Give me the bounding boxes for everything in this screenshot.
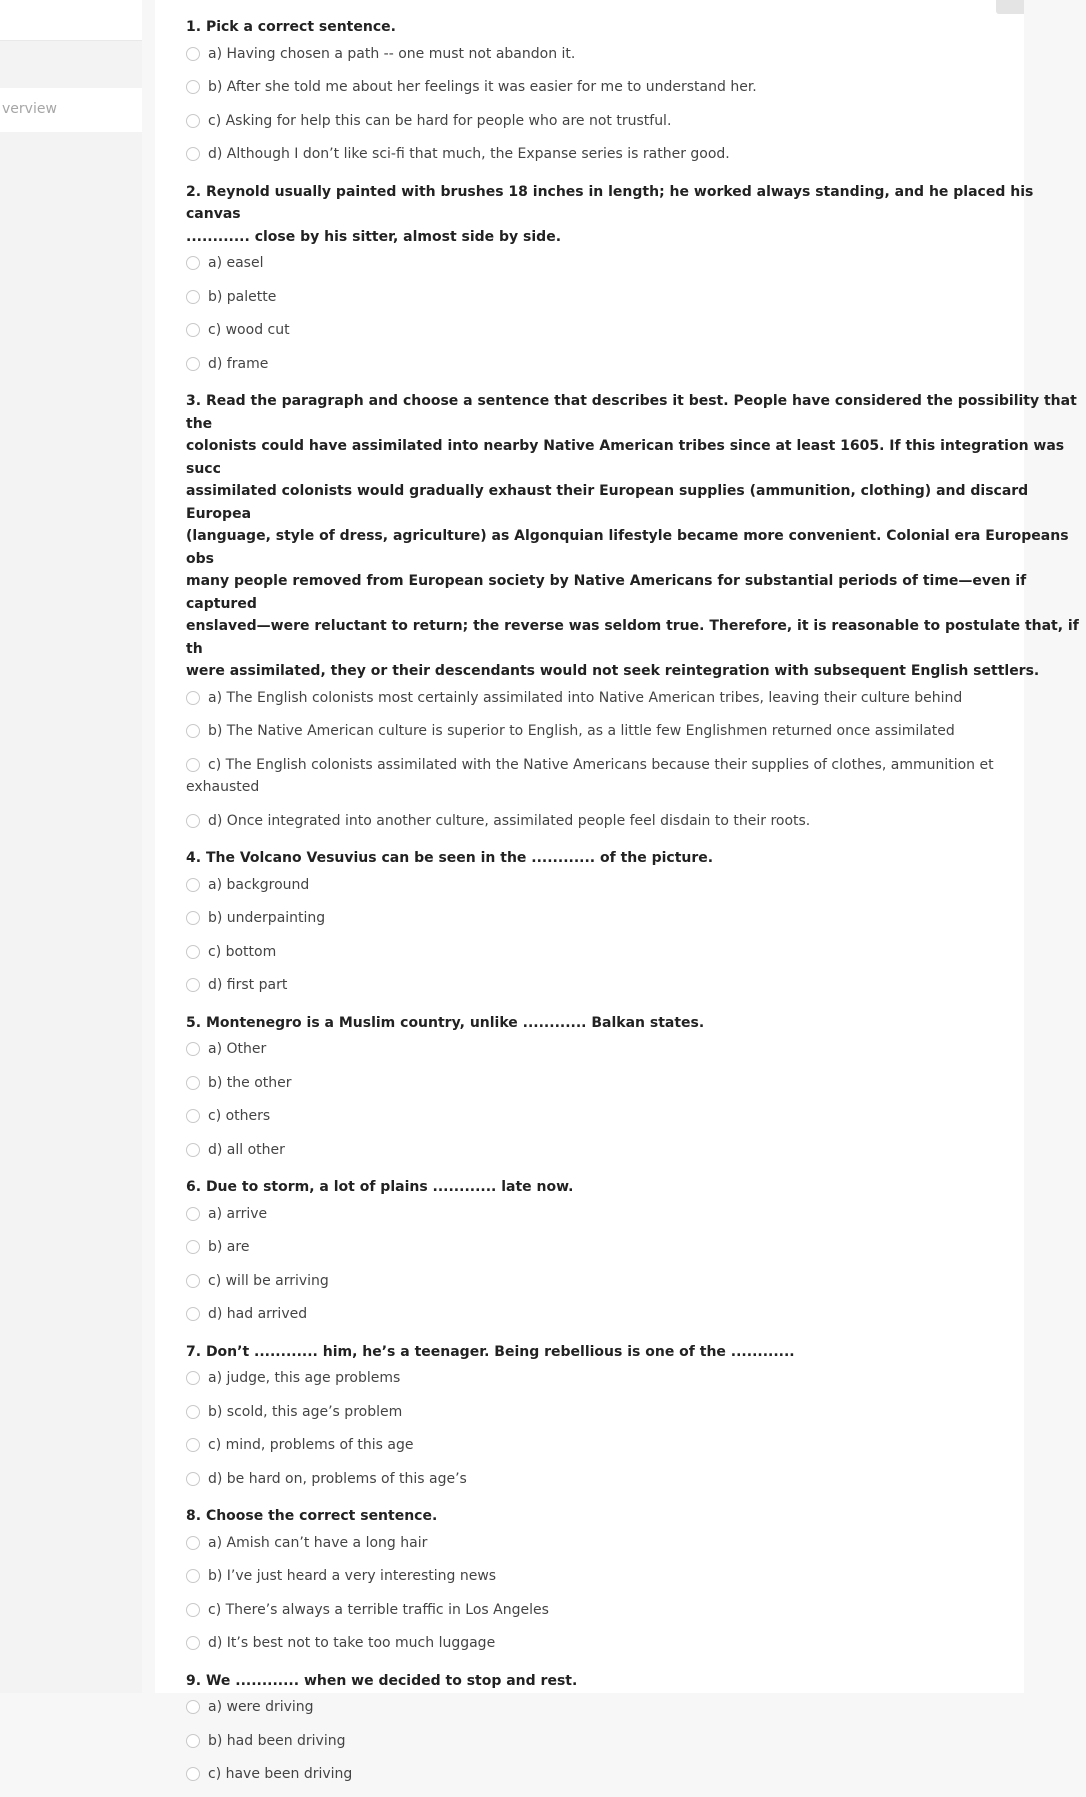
question-number: 6.: [186, 1179, 202, 1195]
answer-option[interactable]: [186, 286, 1086, 309]
question-stem: Read the paragraph and choose a sentence that describes it best. People have considered the possibility that the colonists could have assimilated into nearby Native American tribes since at least 1605. If this integration was succ assimilated colonists would gradually exhaust their European supplies (ammunition, clothing) and discard Europea (language, style of dress, agriculture) as Algonquian lifestyle became more convenient. Colonial era Europeans obs many people removed from European society by Native Americans for substantial periods of time—even if captured enslaved—were reluctant to return; the reverse was seldom true. Therefore, it is reasonable to postulate that, if th were assimilated, they or their descendants would not seek reintegration with subsequent English settlers.: [186, 393, 1079, 679]
radio-button[interactable]: [186, 758, 200, 772]
question-text: [186, 843, 1086, 870]
radio-button[interactable]: [186, 147, 200, 161]
answer-option[interactable]: [186, 1367, 1086, 1390]
question-text: [186, 12, 1086, 39]
answer-option-label[interactable]: a) arrive: [208, 1205, 268, 1222]
answer-option[interactable]: [186, 1105, 1086, 1128]
question-number: 9.: [186, 1672, 202, 1689]
radio-button[interactable]: [186, 724, 200, 738]
answer-option-label[interactable]: a) Having chosen a path -- one must not abandon it.: [208, 45, 576, 62]
question-number: 4.: [186, 850, 202, 866]
answer-option[interactable]: [186, 810, 1086, 833]
radio-button[interactable]: [186, 256, 200, 270]
answer-option[interactable]: [186, 974, 1086, 997]
answer-option[interactable]: [186, 1139, 1086, 1162]
answer-option[interactable]: [186, 76, 1086, 99]
answer-option[interactable]: [186, 143, 1086, 166]
answer-option[interactable]: [186, 1303, 1086, 1326]
answer-option[interactable]: [186, 1203, 1086, 1226]
answer-option-label[interactable]: c) bottom: [208, 943, 277, 960]
answer-option-label[interactable]: a) background: [208, 876, 310, 893]
radio-button[interactable]: [186, 1438, 200, 1452]
answer-option-label[interactable]: a) judge, this age problems: [208, 1370, 401, 1386]
question-number: 2.: [186, 183, 202, 200]
radio-button[interactable]: [186, 47, 200, 61]
answer-option[interactable]: [186, 907, 1086, 930]
answer-option[interactable]: [186, 252, 1086, 275]
question-text: [186, 1501, 1086, 1528]
radio-button[interactable]: [186, 878, 200, 892]
answer-option[interactable]: [186, 1532, 1086, 1555]
radio-button[interactable]: [186, 814, 200, 828]
answer-option-label[interactable]: c) have been driving: [208, 1766, 353, 1782]
question-number: 3.: [186, 393, 202, 409]
radio-button[interactable]: [186, 323, 200, 337]
radio-button[interactable]: [186, 1371, 200, 1385]
question-stem: Reynold usually painted with brushes 18 inches in length; he worked always standing, and he placed his canvas ............ close by his sitter, almost side by side.: [186, 183, 1034, 245]
radio-button[interactable]: [186, 1076, 200, 1090]
answer-option[interactable]: [186, 353, 1086, 376]
answer-option[interactable]: [186, 1401, 1086, 1424]
answer-option-label[interactable]: a) Other: [208, 1041, 267, 1057]
question-stem: The Volcano Vesuvius can be seen in the ............ of the picture.: [205, 850, 714, 866]
answer-option-label[interactable]: c) mind, problems of this age: [208, 1437, 414, 1453]
radio-button[interactable]: [186, 1603, 200, 1617]
question-5: [186, 1008, 1086, 1162]
radio-button[interactable]: [186, 1207, 200, 1221]
answer-option[interactable]: [186, 1468, 1086, 1491]
answer-option-label[interactable]: d) Although I don’t like sci-fi that much, the Expanse series is rather good.: [208, 146, 730, 162]
answer-option-label[interactable]: b) underpainting: [208, 910, 326, 926]
answer-option[interactable]: [186, 1763, 1086, 1786]
radio-button[interactable]: [186, 1274, 200, 1288]
answer-option[interactable]: [186, 754, 1086, 799]
answer-option-label[interactable]: b) scold, this age’s problem: [208, 1403, 403, 1420]
question-number: 1.: [186, 19, 202, 35]
answer-option[interactable]: [186, 874, 1086, 897]
answer-option[interactable]: [186, 1696, 1086, 1719]
answer-option-label[interactable]: c) The English colonists assimilated with the Native Americans because their supplies of clothes, ammunition et exhausted: [186, 756, 994, 795]
answer-option[interactable]: [186, 110, 1086, 133]
question-text: [186, 1172, 1086, 1199]
radio-button[interactable]: [186, 1536, 200, 1550]
radio-button[interactable]: [186, 1143, 200, 1157]
answer-option-label[interactable]: c) others: [208, 1108, 271, 1124]
radio-button[interactable]: [186, 911, 200, 925]
question-stem: Montenegro is a Muslim country, unlike ............ Balkan states.: [205, 1014, 705, 1031]
question-8: [186, 1501, 1086, 1655]
radio-button[interactable]: [186, 1700, 200, 1714]
answer-option[interactable]: [186, 1038, 1086, 1061]
answer-option-label[interactable]: d) Once integrated into another culture, assimilated people feel disdain to their roots.: [208, 812, 811, 829]
question-number: 7.: [186, 1343, 202, 1360]
answer-option[interactable]: [186, 941, 1086, 964]
radio-button[interactable]: [186, 1240, 200, 1254]
question-number: 5.: [186, 1014, 202, 1031]
question-number: 8.: [186, 1508, 202, 1524]
sidebar-row[interactable]: [0, 0, 142, 41]
question-text: [186, 1666, 1086, 1693]
radio-button[interactable]: [186, 1307, 200, 1321]
answer-option-label[interactable]: c) wood cut: [208, 322, 290, 338]
answer-option-label[interactable]: a) easel: [208, 255, 264, 271]
radio-button[interactable]: [186, 1405, 200, 1419]
radio-button[interactable]: [186, 290, 200, 304]
answer-option-label[interactable]: d) all other: [208, 1141, 285, 1158]
question-text: [186, 386, 1086, 683]
radio-button[interactable]: [186, 1472, 200, 1486]
radio-button[interactable]: [186, 1734, 200, 1748]
question-2: [186, 177, 1086, 376]
answer-option-label[interactable]: c) Asking for help this can be hard for people who are not trustful.: [208, 112, 672, 129]
radio-button[interactable]: [186, 978, 200, 992]
question-4: [186, 843, 1086, 997]
answer-option-label[interactable]: d) It’s best not to take too much luggage: [208, 1635, 496, 1651]
answer-option[interactable]: [186, 1565, 1086, 1588]
question-3: [186, 386, 1086, 832]
radio-button[interactable]: [186, 1109, 200, 1123]
answer-option[interactable]: [186, 720, 1086, 743]
question-stem: Choose the correct sentence.: [205, 1508, 438, 1524]
question-text: [186, 1008, 1086, 1035]
radio-button[interactable]: [186, 114, 200, 128]
answer-option-label[interactable]: b) I’ve just heard a very interesting news: [208, 1568, 497, 1584]
answer-option[interactable]: [186, 1072, 1086, 1095]
answer-option-label[interactable]: b) the other: [208, 1074, 292, 1091]
radio-button[interactable]: [186, 357, 200, 371]
answer-option-label[interactable]: b) are: [208, 1239, 250, 1255]
answer-option[interactable]: [186, 43, 1086, 66]
radio-button[interactable]: [186, 1636, 200, 1650]
question-stem: Pick a correct sentence.: [205, 19, 396, 35]
answer-option-label[interactable]: b) The Native American culture is superior to English, as a little few Englishmen returned once assimilated: [208, 723, 955, 739]
question-6: [186, 1172, 1086, 1326]
answer-option-label[interactable]: d) frame: [208, 355, 269, 372]
question-text: [186, 177, 1086, 249]
question-list: [186, 12, 1086, 1797]
quiz-panel: [155, 0, 1079, 1782]
answer-option-label[interactable]: b) palette: [208, 288, 277, 305]
question-stem: We ............ when we decided to stop and rest.: [205, 1672, 578, 1689]
sidebar: [0, 0, 142, 1693]
answer-option[interactable]: [186, 1434, 1086, 1457]
answer-option[interactable]: [186, 687, 1086, 710]
answer-option-label[interactable]: b) After she told me about her feelings it was easier for me to understand her.: [208, 79, 757, 95]
answer-option[interactable]: [186, 319, 1086, 342]
answer-option[interactable]: [186, 1599, 1086, 1622]
answer-option[interactable]: [186, 1632, 1086, 1655]
answer-option-label[interactable]: d) be hard on, problems of this age’s: [208, 1470, 467, 1487]
answer-option-label[interactable]: d) first part: [208, 977, 288, 993]
answer-option-label[interactable]: b) had been driving: [208, 1732, 346, 1749]
radio-button[interactable]: [186, 1569, 200, 1583]
answer-option-label[interactable]: a) were driving: [208, 1699, 314, 1715]
answer-option-label[interactable]: c) There’s always a terrible traffic in Los Angeles: [208, 1601, 549, 1618]
question-1: [186, 12, 1086, 166]
question-text: [186, 1337, 1086, 1364]
answer-option-label[interactable]: a) The English colonists most certainly assimilated into Native American tribes, leaving their culture behind: [208, 689, 963, 706]
answer-option[interactable]: [186, 1730, 1086, 1753]
radio-button[interactable]: [186, 1042, 200, 1056]
sidebar-item-overview-label[interactable]: verview: [2, 101, 57, 117]
radio-button[interactable]: [186, 691, 200, 705]
question-7: [186, 1337, 1086, 1491]
answer-option-label[interactable]: a) Amish can’t have a long hair: [208, 1534, 428, 1551]
radio-button[interactable]: [186, 945, 200, 959]
radio-button[interactable]: [186, 80, 200, 94]
radio-button[interactable]: [186, 1767, 200, 1781]
answer-option[interactable]: [186, 1270, 1086, 1293]
question-stem: Due to storm, a lot of plains ............ late now.: [205, 1179, 574, 1195]
question-9: [186, 1666, 1086, 1786]
answer-option-label[interactable]: d) had arrived: [208, 1306, 308, 1322]
answer-option[interactable]: [186, 1236, 1086, 1259]
answer-option-label[interactable]: c) will be arriving: [208, 1272, 329, 1289]
question-stem: Don’t ............ him, he’s a teenager. Being rebellious is one of the ............: [205, 1343, 795, 1360]
